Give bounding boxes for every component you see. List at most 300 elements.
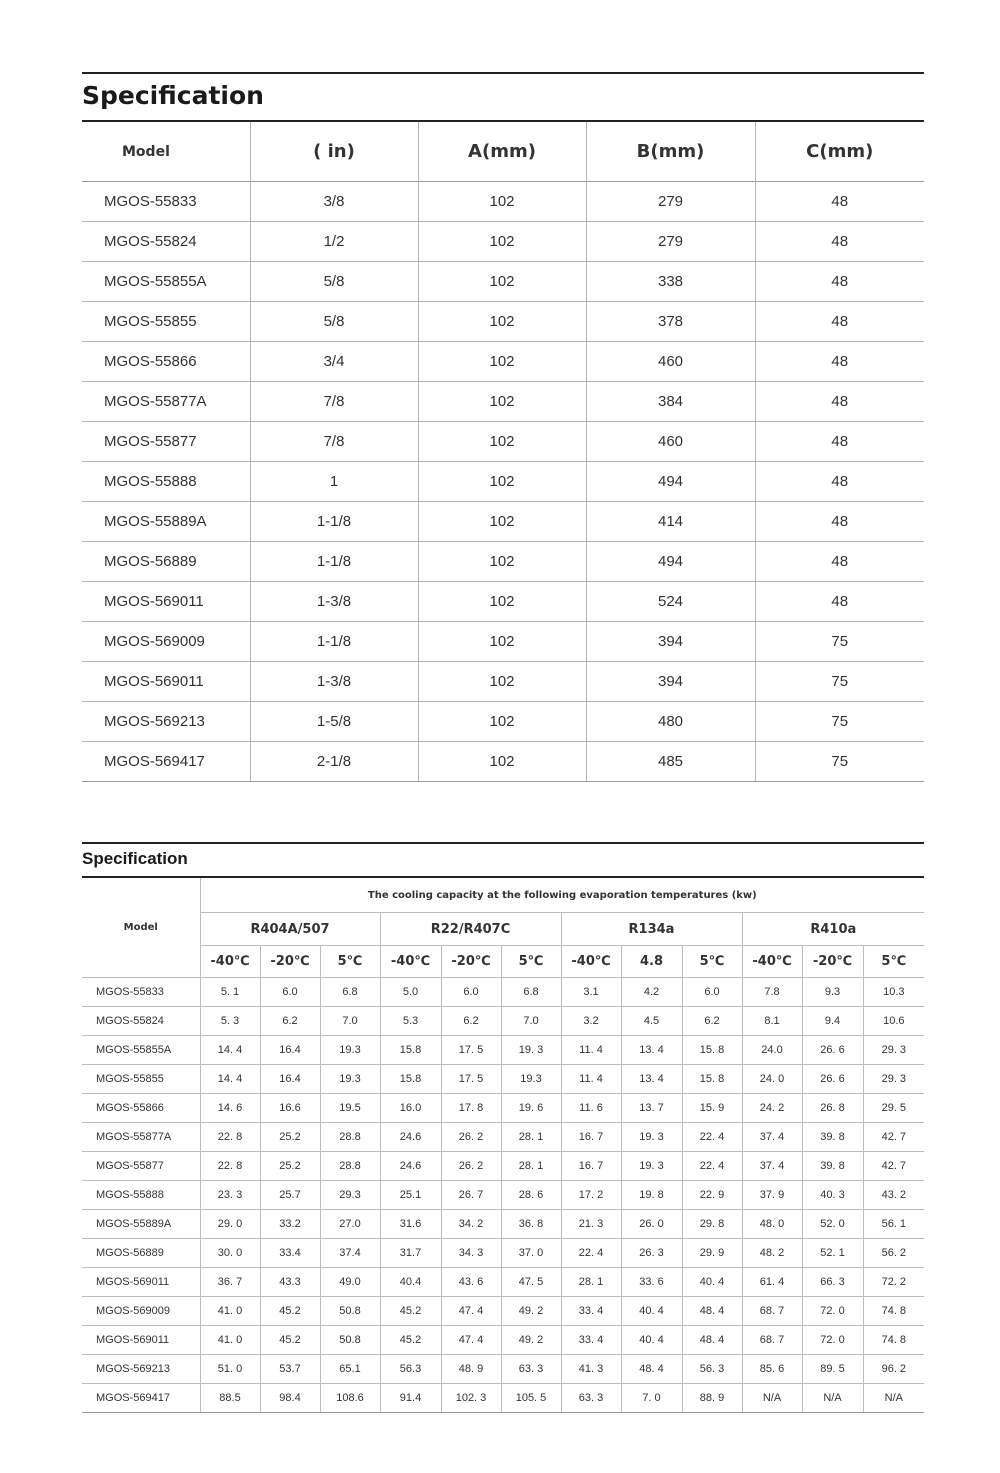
capacity-cell: 8.1 bbox=[742, 1007, 802, 1036]
capacity-cell: 26. 8 bbox=[802, 1094, 863, 1123]
capacity-cell: 9.4 bbox=[802, 1007, 863, 1036]
capacity-cell: 24.6 bbox=[380, 1123, 441, 1152]
capacity-cell: 48. 4 bbox=[682, 1326, 742, 1355]
model-cell: MGOS-55877 bbox=[82, 422, 250, 462]
capacity-cell: 40. 4 bbox=[621, 1297, 682, 1326]
capacity-cell: 63. 3 bbox=[501, 1355, 561, 1384]
refrigerant-header: R134a bbox=[561, 913, 742, 946]
capacity-cell: 40. 3 bbox=[802, 1181, 863, 1210]
capacity-cell: 16.6 bbox=[260, 1094, 320, 1123]
capacity-cell: 29. 0 bbox=[200, 1210, 260, 1239]
model-cell: MGOS-55824 bbox=[82, 222, 250, 262]
value-cell: 102 bbox=[418, 182, 586, 222]
capacity-cell: 29. 3 bbox=[863, 1036, 924, 1065]
table-row bbox=[82, 1036, 924, 1065]
table-caption: The cooling capacity at the following evaporation temperatures (kw) bbox=[200, 878, 924, 913]
capacity-cell: 22. 9 bbox=[682, 1181, 742, 1210]
table-row bbox=[82, 978, 924, 1007]
table-row bbox=[82, 1007, 924, 1036]
table-row bbox=[82, 462, 924, 502]
model-cell: MGOS-569009 bbox=[82, 1297, 200, 1326]
temperature-header: 4.8 bbox=[621, 946, 682, 978]
capacity-cell: 56. 3 bbox=[682, 1355, 742, 1384]
value-cell: 48 bbox=[755, 582, 924, 622]
capacity-cell: 47. 4 bbox=[441, 1326, 501, 1355]
capacity-cell: 61. 4 bbox=[742, 1268, 802, 1297]
value-cell: 48 bbox=[755, 342, 924, 382]
capacity-cell: 7.8 bbox=[742, 978, 802, 1007]
table-row bbox=[82, 502, 924, 542]
model-header: Model bbox=[82, 878, 200, 978]
column-header: Model bbox=[122, 143, 170, 160]
capacity-cell: 13. 4 bbox=[621, 1036, 682, 1065]
refrigerant-row bbox=[82, 913, 924, 946]
capacity-cell: 14. 4 bbox=[200, 1036, 260, 1065]
capacity-cell: 45.2 bbox=[380, 1297, 441, 1326]
model-cell: MGOS-55889A bbox=[82, 1210, 200, 1239]
capacity-cell: 42. 7 bbox=[863, 1152, 924, 1181]
capacity-cell: 15.8 bbox=[380, 1036, 441, 1065]
value-cell: 7/8 bbox=[250, 422, 418, 462]
value-cell: 338 bbox=[586, 262, 755, 302]
model-cell: MGOS-55866 bbox=[82, 342, 250, 382]
capacity-cell: 42. 7 bbox=[863, 1123, 924, 1152]
capacity-cell: 17. 2 bbox=[561, 1181, 621, 1210]
capacity-cell: 5.3 bbox=[380, 1007, 441, 1036]
model-cell: MGOS-569213 bbox=[82, 702, 250, 742]
model-cell: MGOS-55888 bbox=[82, 462, 250, 502]
capacity-cell: 34. 3 bbox=[441, 1239, 501, 1268]
table-row bbox=[82, 1181, 924, 1210]
capacity-cell: 11. 4 bbox=[561, 1036, 621, 1065]
capacity-cell: 17. 5 bbox=[441, 1065, 501, 1094]
capacity-cell: 3.2 bbox=[561, 1007, 621, 1036]
capacity-cell: 48. 0 bbox=[742, 1210, 802, 1239]
value-cell: 75 bbox=[755, 662, 924, 702]
capacity-cell: 37. 0 bbox=[501, 1239, 561, 1268]
capacity-cell: 74. 8 bbox=[863, 1326, 924, 1355]
value-cell: 48 bbox=[755, 542, 924, 582]
capacity-spec-section bbox=[82, 842, 924, 1413]
capacity-cell: 14. 6 bbox=[200, 1094, 260, 1123]
model-cell: MGOS-569011 bbox=[82, 662, 250, 702]
value-cell: 75 bbox=[755, 622, 924, 662]
capacity-cell: 48. 4 bbox=[621, 1355, 682, 1384]
value-cell: 1-1/8 bbox=[250, 542, 418, 582]
value-cell: 3/4 bbox=[250, 342, 418, 382]
capacity-cell: 17. 8 bbox=[441, 1094, 501, 1123]
capacity-cell: 26. 3 bbox=[621, 1239, 682, 1268]
refrigerant-header: R410a bbox=[742, 913, 924, 946]
capacity-cell: 37. 9 bbox=[742, 1181, 802, 1210]
value-cell: 3/8 bbox=[250, 182, 418, 222]
capacity-cell: N/A bbox=[802, 1384, 863, 1413]
capacity-cell: 48. 4 bbox=[682, 1297, 742, 1326]
capacity-cell: 28. 6 bbox=[501, 1181, 561, 1210]
model-cell: MGOS-55833 bbox=[82, 978, 200, 1007]
value-cell: 1/2 bbox=[250, 222, 418, 262]
table-row bbox=[82, 662, 924, 702]
capacity-cell: 6.2 bbox=[260, 1007, 320, 1036]
column-header: C(mm) bbox=[755, 122, 924, 182]
capacity-cell: 19. 3 bbox=[501, 1036, 561, 1065]
value-cell: 102 bbox=[418, 702, 586, 742]
temperature-row bbox=[82, 946, 924, 978]
capacity-cell: 40. 4 bbox=[682, 1268, 742, 1297]
model-cell: MGOS-569417 bbox=[82, 1384, 200, 1413]
value-cell: 102 bbox=[418, 342, 586, 382]
capacity-cell: 43. 6 bbox=[441, 1268, 501, 1297]
value-cell: 102 bbox=[418, 222, 586, 262]
capacity-cell: 25.2 bbox=[260, 1152, 320, 1181]
table-row bbox=[82, 342, 924, 382]
table-row bbox=[82, 742, 924, 782]
capacity-cell: 19.3 bbox=[501, 1065, 561, 1094]
capacity-cell: 85. 6 bbox=[742, 1355, 802, 1384]
capacity-cell: 6.2 bbox=[682, 1007, 742, 1036]
capacity-cell: 56. 2 bbox=[863, 1239, 924, 1268]
table-row bbox=[82, 1355, 924, 1384]
model-cell: MGOS-569011 bbox=[82, 582, 250, 622]
table-row bbox=[82, 222, 924, 262]
value-cell: 75 bbox=[755, 742, 924, 782]
capacity-cell: N/A bbox=[863, 1384, 924, 1413]
capacity-cell: 66. 3 bbox=[802, 1268, 863, 1297]
value-cell: 494 bbox=[586, 542, 755, 582]
model-cell: MGOS-55833 bbox=[82, 182, 250, 222]
capacity-cell: 4.5 bbox=[621, 1007, 682, 1036]
capacity-cell: 7.0 bbox=[320, 1007, 380, 1036]
temperature-header: -20℃ bbox=[441, 946, 501, 978]
capacity-cell: 34. 2 bbox=[441, 1210, 501, 1239]
column-header: A(mm) bbox=[418, 122, 586, 182]
capacity-cell: 11. 6 bbox=[561, 1094, 621, 1123]
capacity-cell: 65.1 bbox=[320, 1355, 380, 1384]
capacity-cell: 48. 2 bbox=[742, 1239, 802, 1268]
value-cell: 48 bbox=[755, 302, 924, 342]
value-cell: 48 bbox=[755, 222, 924, 262]
table-row bbox=[82, 582, 924, 622]
capacity-cell: 6.8 bbox=[501, 978, 561, 1007]
model-cell: MGOS-55877A bbox=[82, 382, 250, 422]
capacity-cell: 26. 6 bbox=[802, 1036, 863, 1065]
refrigerant-header: R22/R407C bbox=[380, 913, 561, 946]
capacity-cell: 22. 8 bbox=[200, 1123, 260, 1152]
column-header: B(mm) bbox=[586, 122, 755, 182]
capacity-cell: 15. 8 bbox=[682, 1036, 742, 1065]
capacity-cell: 47. 4 bbox=[441, 1297, 501, 1326]
capacity-cell: 88.5 bbox=[200, 1384, 260, 1413]
capacity-cell: 26. 2 bbox=[441, 1123, 501, 1152]
table-row bbox=[82, 1065, 924, 1094]
capacity-cell: 37.4 bbox=[320, 1239, 380, 1268]
capacity-cell: 24. 2 bbox=[742, 1094, 802, 1123]
capacity-cell: 31.7 bbox=[380, 1239, 441, 1268]
value-cell: 1-3/8 bbox=[250, 662, 418, 702]
value-cell: 524 bbox=[586, 582, 755, 622]
capacity-cell: 48. 9 bbox=[441, 1355, 501, 1384]
capacity-cell: 36. 7 bbox=[200, 1268, 260, 1297]
capacity-cell: 45.2 bbox=[260, 1297, 320, 1326]
value-cell: 102 bbox=[418, 662, 586, 702]
capacity-cell: 28.8 bbox=[320, 1152, 380, 1181]
value-cell: 460 bbox=[586, 422, 755, 462]
capacity-cell: 52. 0 bbox=[802, 1210, 863, 1239]
capacity-cell: 72. 2 bbox=[863, 1268, 924, 1297]
dimension-table bbox=[82, 122, 924, 782]
refrigerant-header: R404A/507 bbox=[200, 913, 380, 946]
value-cell: 102 bbox=[418, 382, 586, 422]
capacity-cell: 40. 4 bbox=[621, 1326, 682, 1355]
capacity-cell: 26. 7 bbox=[441, 1181, 501, 1210]
capacity-cell: 25.1 bbox=[380, 1181, 441, 1210]
capacity-cell: 22. 8 bbox=[200, 1152, 260, 1181]
header-row bbox=[82, 122, 924, 182]
capacity-cell: 19. 3 bbox=[621, 1152, 682, 1181]
value-cell: 102 bbox=[418, 422, 586, 462]
temperature-header: -40℃ bbox=[561, 946, 621, 978]
model-cell: MGOS-56889 bbox=[82, 1239, 200, 1268]
model-cell: MGOS-55877A bbox=[82, 1123, 200, 1152]
table-row bbox=[82, 1326, 924, 1355]
value-cell: 414 bbox=[586, 502, 755, 542]
capacity-cell: 63. 3 bbox=[561, 1384, 621, 1413]
model-cell: MGOS-55855 bbox=[82, 1065, 200, 1094]
table-row bbox=[82, 702, 924, 742]
capacity-cell: 19. 6 bbox=[501, 1094, 561, 1123]
capacity-cell: 29. 3 bbox=[863, 1065, 924, 1094]
temperature-header: -40℃ bbox=[200, 946, 260, 978]
capacity-cell: 40.4 bbox=[380, 1268, 441, 1297]
capacity-cell: 26. 2 bbox=[441, 1152, 501, 1181]
capacity-cell: 88. 9 bbox=[682, 1384, 742, 1413]
capacity-cell: 39. 8 bbox=[802, 1152, 863, 1181]
capacity-cell: 28. 1 bbox=[501, 1152, 561, 1181]
temperature-header: -20℃ bbox=[802, 946, 863, 978]
capacity-cell: 6.0 bbox=[682, 978, 742, 1007]
capacity-cell: 26. 0 bbox=[621, 1210, 682, 1239]
capacity-cell: 27.0 bbox=[320, 1210, 380, 1239]
model-cell: MGOS-569011 bbox=[82, 1326, 200, 1355]
capacity-cell: 53.7 bbox=[260, 1355, 320, 1384]
capacity-cell: 13. 7 bbox=[621, 1094, 682, 1123]
capacity-cell: 37. 4 bbox=[742, 1152, 802, 1181]
capacity-cell: 98.4 bbox=[260, 1384, 320, 1413]
capacity-cell: 52. 1 bbox=[802, 1239, 863, 1268]
capacity-cell: 33. 6 bbox=[621, 1268, 682, 1297]
model-cell: MGOS-55866 bbox=[82, 1094, 200, 1123]
value-cell: 48 bbox=[755, 262, 924, 302]
capacity-cell: 72. 0 bbox=[802, 1297, 863, 1326]
capacity-cell: 24.0 bbox=[742, 1036, 802, 1065]
value-cell: 485 bbox=[586, 742, 755, 782]
temperature-header: -20℃ bbox=[260, 946, 320, 978]
capacity-cell: 41. 3 bbox=[561, 1355, 621, 1384]
capacity-cell: 74. 8 bbox=[863, 1297, 924, 1326]
capacity-cell: 29. 8 bbox=[682, 1210, 742, 1239]
table-row bbox=[82, 1152, 924, 1181]
capacity-cell: 102. 3 bbox=[441, 1384, 501, 1413]
table-row bbox=[82, 1239, 924, 1268]
value-cell: 102 bbox=[418, 622, 586, 662]
capacity-cell: 9.3 bbox=[802, 978, 863, 1007]
value-cell: 48 bbox=[755, 422, 924, 462]
value-cell: 7/8 bbox=[250, 382, 418, 422]
value-cell: 460 bbox=[586, 342, 755, 382]
table-row bbox=[82, 542, 924, 582]
temperature-header: 5℃ bbox=[863, 946, 924, 978]
capacity-cell: 13. 4 bbox=[621, 1065, 682, 1094]
capacity-cell: 25.7 bbox=[260, 1181, 320, 1210]
temperature-header: -40℃ bbox=[380, 946, 441, 978]
capacity-cell: 89. 5 bbox=[802, 1355, 863, 1384]
capacity-cell: 10.3 bbox=[863, 978, 924, 1007]
value-cell: 1-5/8 bbox=[250, 702, 418, 742]
capacity-cell: 36. 8 bbox=[501, 1210, 561, 1239]
column-header: ( in) bbox=[250, 122, 418, 182]
value-cell: 394 bbox=[586, 622, 755, 662]
model-cell: MGOS-569011 bbox=[82, 1268, 200, 1297]
model-cell: MGOS-569009 bbox=[82, 622, 250, 662]
temperature-header: -40℃ bbox=[742, 946, 802, 978]
capacity-cell: 10.6 bbox=[863, 1007, 924, 1036]
capacity-cell: 47. 5 bbox=[501, 1268, 561, 1297]
value-cell: 384 bbox=[586, 382, 755, 422]
capacity-cell: 16.0 bbox=[380, 1094, 441, 1123]
model-cell: MGOS-55855A bbox=[82, 1036, 200, 1065]
capacity-cell: 43. 2 bbox=[863, 1181, 924, 1210]
capacity-cell: 19. 3 bbox=[621, 1123, 682, 1152]
table-row bbox=[82, 1297, 924, 1326]
value-cell: 1-1/8 bbox=[250, 502, 418, 542]
capacity-cell: 5.0 bbox=[380, 978, 441, 1007]
capacity-table-body bbox=[82, 978, 924, 1413]
table-row bbox=[82, 622, 924, 662]
capacity-cell: 19. 8 bbox=[621, 1181, 682, 1210]
capacity-cell: 6.8 bbox=[320, 978, 380, 1007]
value-cell: 102 bbox=[418, 502, 586, 542]
capacity-cell: 50.8 bbox=[320, 1297, 380, 1326]
capacity-cell: 16. 7 bbox=[561, 1152, 621, 1181]
value-cell: 102 bbox=[418, 262, 586, 302]
capacity-cell: 29. 9 bbox=[682, 1239, 742, 1268]
capacity-cell: 50.8 bbox=[320, 1326, 380, 1355]
capacity-cell: 33.2 bbox=[260, 1210, 320, 1239]
table-row bbox=[82, 1123, 924, 1152]
capacity-cell: 105. 5 bbox=[501, 1384, 561, 1413]
capacity-cell: 56. 1 bbox=[863, 1210, 924, 1239]
table-row bbox=[82, 1210, 924, 1239]
temperature-header: 5℃ bbox=[682, 946, 742, 978]
capacity-cell: 22. 4 bbox=[682, 1152, 742, 1181]
capacity-cell: 68. 7 bbox=[742, 1326, 802, 1355]
capacity-cell: 26. 6 bbox=[802, 1065, 863, 1094]
capacity-cell: 49.0 bbox=[320, 1268, 380, 1297]
capacity-cell: 21. 3 bbox=[561, 1210, 621, 1239]
capacity-cell: 51. 0 bbox=[200, 1355, 260, 1384]
capacity-cell: 45.2 bbox=[260, 1326, 320, 1355]
capacity-cell: 19.3 bbox=[320, 1036, 380, 1065]
capacity-cell: 6.0 bbox=[441, 978, 501, 1007]
capacity-cell: 7. 0 bbox=[621, 1384, 682, 1413]
value-cell: 5/8 bbox=[250, 262, 418, 302]
model-cell: MGOS-55855A bbox=[82, 262, 250, 302]
capacity-cell: 29.3 bbox=[320, 1181, 380, 1210]
capacity-cell: 4.2 bbox=[621, 978, 682, 1007]
capacity-cell: 91.4 bbox=[380, 1384, 441, 1413]
model-cell: MGOS-55889A bbox=[82, 502, 250, 542]
capacity-cell: 39. 8 bbox=[802, 1123, 863, 1152]
capacity-cell: 28.8 bbox=[320, 1123, 380, 1152]
value-cell: 102 bbox=[418, 742, 586, 782]
model-cell: MGOS-569213 bbox=[82, 1355, 200, 1384]
model-cell: MGOS-55877 bbox=[82, 1152, 200, 1181]
capacity-cell: 33. 4 bbox=[561, 1297, 621, 1326]
capacity-cell: 41. 0 bbox=[200, 1297, 260, 1326]
capacity-cell: 96. 2 bbox=[863, 1355, 924, 1384]
capacity-cell: 33. 4 bbox=[561, 1326, 621, 1355]
capacity-cell: 19.5 bbox=[320, 1094, 380, 1123]
capacity-cell: 5. 3 bbox=[200, 1007, 260, 1036]
capacity-cell: 6.2 bbox=[441, 1007, 501, 1036]
capacity-cell: 56.3 bbox=[380, 1355, 441, 1384]
table-row bbox=[82, 302, 924, 342]
capacity-cell: 17. 5 bbox=[441, 1036, 501, 1065]
capacity-cell: 16.4 bbox=[260, 1036, 320, 1065]
capacity-table bbox=[82, 878, 924, 1413]
capacity-cell: 5. 1 bbox=[200, 978, 260, 1007]
capacity-cell: 25.2 bbox=[260, 1123, 320, 1152]
value-cell: 102 bbox=[418, 302, 586, 342]
model-cell: MGOS-569417 bbox=[82, 742, 250, 782]
value-cell: 1 bbox=[250, 462, 418, 502]
capacity-cell: 28. 1 bbox=[561, 1268, 621, 1297]
table-row bbox=[82, 1384, 924, 1413]
capacity-cell: 15. 9 bbox=[682, 1094, 742, 1123]
value-cell: 75 bbox=[755, 702, 924, 742]
capacity-cell: 7.0 bbox=[501, 1007, 561, 1036]
capacity-cell: 108.6 bbox=[320, 1384, 380, 1413]
capacity-cell: 19.3 bbox=[320, 1065, 380, 1094]
table-row bbox=[82, 422, 924, 462]
caption-row bbox=[82, 878, 924, 913]
value-cell: 1-1/8 bbox=[250, 622, 418, 662]
value-cell: 102 bbox=[418, 462, 586, 502]
value-cell: 378 bbox=[586, 302, 755, 342]
value-cell: 48 bbox=[755, 382, 924, 422]
capacity-cell: 37. 4 bbox=[742, 1123, 802, 1152]
value-cell: 394 bbox=[586, 662, 755, 702]
value-cell: 279 bbox=[586, 182, 755, 222]
capacity-cell: 11. 4 bbox=[561, 1065, 621, 1094]
temperature-header: 5℃ bbox=[501, 946, 561, 978]
value-cell: 279 bbox=[586, 222, 755, 262]
capacity-cell: N/A bbox=[742, 1384, 802, 1413]
capacity-cell: 45.2 bbox=[380, 1326, 441, 1355]
capacity-cell: 72. 0 bbox=[802, 1326, 863, 1355]
capacity-cell: 28. 1 bbox=[501, 1123, 561, 1152]
table-row bbox=[82, 262, 924, 302]
capacity-cell: 16.4 bbox=[260, 1065, 320, 1094]
value-cell: 48 bbox=[755, 182, 924, 222]
capacity-cell: 15.8 bbox=[380, 1065, 441, 1094]
dimension-table-body bbox=[82, 182, 924, 782]
value-cell: 102 bbox=[418, 582, 586, 622]
capacity-cell: 16. 7 bbox=[561, 1123, 621, 1152]
capacity-cell: 24. 0 bbox=[742, 1065, 802, 1094]
capacity-cell: 43.3 bbox=[260, 1268, 320, 1297]
section-title: Specification bbox=[82, 81, 264, 110]
